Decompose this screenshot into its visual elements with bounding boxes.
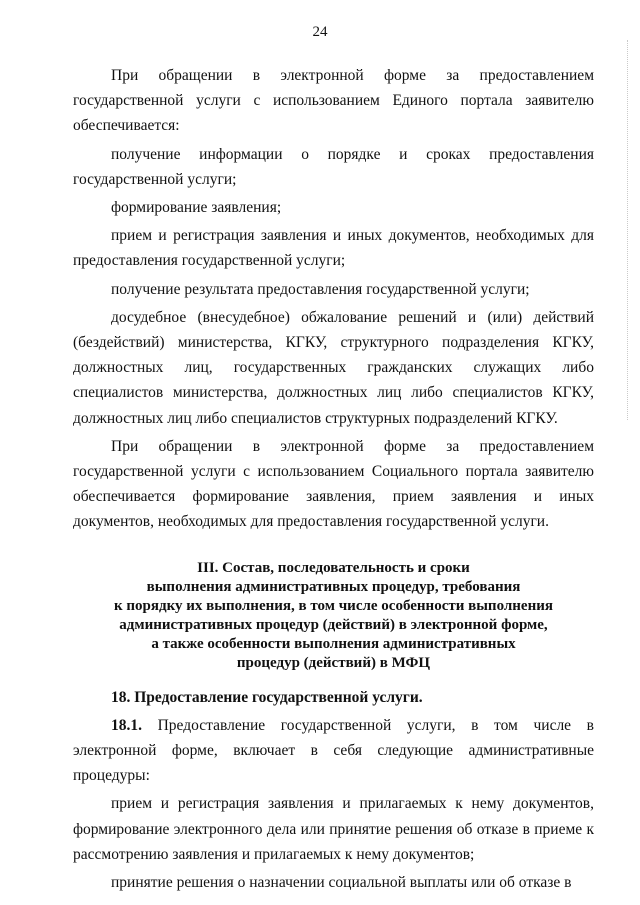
- clause-number: 18.1.: [111, 716, 142, 734]
- page-number: 24: [312, 24, 328, 40]
- paragraph-social-portal: При обращении в электронной форме за предоставлением государственной услуги с использованием Социального портала заявителю обеспечивается формирование заявления, прием заявления и иных документов, необходимых для предоставления государственной услуги.: [73, 437, 594, 531]
- clause-text: Предоставление государственной услуги, в том числе в электронной форме, включает в себя следующие административные процедуры:: [73, 716, 594, 785]
- paragraph-procedure-reception: прием и регистрация заявления и прилагаемых к нему документов, формирование электронного дела или принятие решения об отказе в приеме к рассмотрению заявления и прилагаемых к нему документов;: [73, 795, 594, 863]
- paragraph-reception: прием и регистрация заявления и иных документов, необходимых для предоставления государственной услуги;: [73, 227, 594, 270]
- section-heading-line: а также особенности выполнения административных: [151, 635, 516, 652]
- subsection-title: 18. Предоставление государственной услуги.: [111, 688, 423, 706]
- section-heading-line: выполнения административных процедур, требования: [146, 578, 521, 595]
- section-heading: [73, 559, 594, 673]
- paragraph-form-application: формирование заявления;: [111, 199, 282, 217]
- paragraph-info: получение информации о порядке и сроках предоставления государственной услуги;: [73, 145, 594, 188]
- paragraph-procedure-decision: принятие решения о назначении социальной выплаты или об отказе в: [111, 874, 572, 892]
- document-body: [73, 63, 594, 895]
- scan-edge-mark: [627, 40, 629, 420]
- paragraph-result: получение результата предоставления государственной услуги;: [111, 280, 530, 298]
- section-heading-line: процедур (действий) в МФЦ: [236, 654, 431, 671]
- clause-18-1: [73, 713, 594, 789]
- section-heading-line: III. Состав, последовательность и сроки: [197, 559, 470, 576]
- section-heading-line: к порядку их выполнения, в том числе особенности выполнения: [113, 597, 553, 614]
- paragraph-appeal: досудебное (внесудебное) обжалование решений и (или) действий (бездействий) министерства, КГКУ, структурного подразделения КГКУ, должностных лиц, государственных гражданских служащих либо специалистов министерства, должностных лиц либо специалистов КГКУ, должностных лиц либо специалистов структурных подразделений КГКУ.: [73, 308, 594, 427]
- paragraph-single-portal: При обращении в электронной форме за предоставлением государственной услуги с использованием Единого портала заявителю обеспечивается:: [73, 67, 594, 135]
- section-heading-line: административных процедур (действий) в электронной форме,: [119, 616, 548, 633]
